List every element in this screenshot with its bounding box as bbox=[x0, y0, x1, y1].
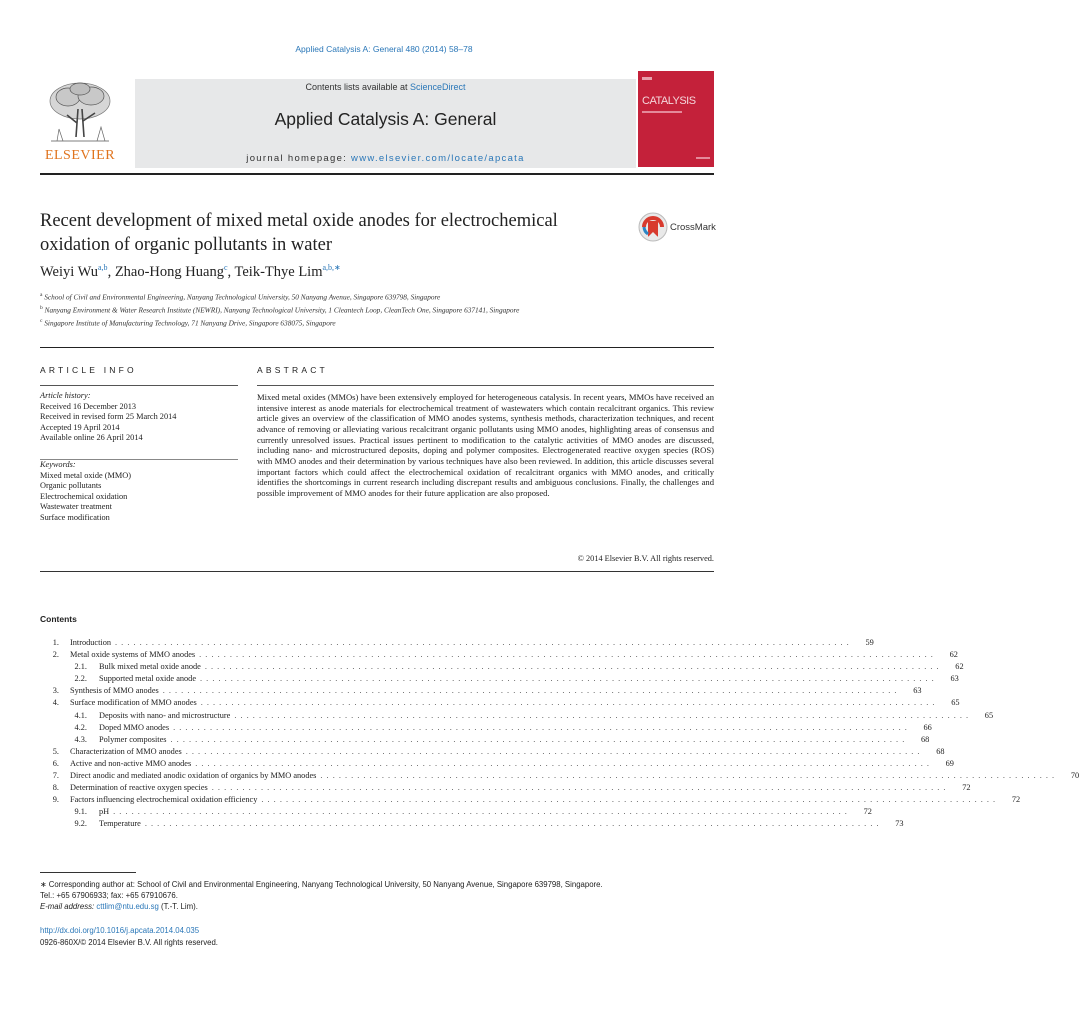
toc-entry[interactable] bbox=[40, 806, 872, 818]
toc-entry[interactable] bbox=[40, 746, 945, 758]
toc-leader-dots: . . . . . . . . . . . . . . . . . . . . . . . . . . . . . . . . . . . . . . . . . . . . . . . . . . . . . . . . . . . . . . . . . . . . . . . . . . . . . . . . . . . . . . . . . . . . . . . . . . . . . . . . . . . . . . . . . . . . . . . . bbox=[115, 638, 850, 647]
toc-title[interactable]: Doped MMO anodes bbox=[87, 722, 169, 734]
crossmark-icon bbox=[638, 212, 668, 242]
email-label: E-mail address: bbox=[40, 901, 95, 911]
contact-email-line bbox=[40, 902, 714, 913]
toc-number: 7. bbox=[52, 771, 59, 781]
toc-page-number[interactable]: 62 bbox=[955, 662, 964, 672]
table-of-contents bbox=[40, 637, 1079, 831]
affiliation-mark: c bbox=[40, 317, 43, 324]
author-name[interactable]: Weiyi Wu bbox=[40, 263, 98, 280]
affiliation-text: Singapore Institute of Manufacturing Technology, 71 Nanyang Drive, Singapore 638075, Singapore bbox=[44, 318, 336, 328]
toc-number: 5. bbox=[52, 746, 59, 756]
toc-title[interactable]: Determination of reactive oxygen species bbox=[59, 782, 208, 794]
toc-entry[interactable] bbox=[40, 782, 971, 794]
toc-number: 6. bbox=[52, 758, 59, 768]
cover-title: CATALYSIS bbox=[642, 95, 696, 107]
contact-phone: Tel.: +65 67906933; fax: +65 67910676. bbox=[40, 890, 178, 900]
toc-number: 4.1. bbox=[74, 710, 87, 720]
toc-title[interactable]: Polymer composites bbox=[87, 734, 167, 746]
keyword-item: Organic pollutants bbox=[40, 481, 102, 491]
header-divider bbox=[40, 173, 714, 175]
history-label: Article history: bbox=[40, 391, 91, 400]
toc-entry[interactable] bbox=[40, 770, 1079, 782]
affiliations bbox=[40, 290, 660, 328]
toc-title[interactable]: Introduction bbox=[59, 637, 111, 649]
cover-rule bbox=[642, 111, 682, 113]
toc-number: 9. bbox=[52, 795, 59, 805]
crossmark-label: CrossMark bbox=[670, 222, 716, 233]
article-title: Recent development of mixed metal oxide anodes for electrochemical oxidation of organic pollutants in water bbox=[40, 211, 558, 255]
toc-page-number[interactable]: 63 bbox=[950, 674, 959, 684]
toc-page-number[interactable]: 72 bbox=[962, 783, 971, 793]
keywords bbox=[40, 460, 238, 524]
toc-leader-dots: . . . . . . . . . . . . . . . . . . . . . . . . . . . . . . . . . . . . . . . . . . . . . . . . . . . . . . . . . . . . . . . . . . . . . . . . . . . . . . . . . . . . . . . . . . . . . . . . . . . . . . . . . . . . . . . . . . . . . . . . bbox=[170, 734, 906, 744]
keyword-item: Wastewater treatment bbox=[40, 502, 112, 512]
abstract-body: Mixed metal oxides (MMOs) have been extensively employed for heterogeneous catalysis. In recent years, MMOs have received an intensive interest as anode materials for electrochemical treatment of wastewaters which contain recalcitrant organics. This review article gives an overview of the classification of MMO anodes systems, synthesis methods, characterization techniques, and recent advance of removing or alleviating various recalcitrant organic pollutants using MMO anodes, highlighting areas of consensus and currently unresolved issues. Practical issues pertinent to modification to the catalytic activities of MMO anodes are discussed, including nano- and microstructured deposits, doping and polymer composites. Electrogenerated reactive oxygen species (ROS) with MMO anodes and their determination by various techniques have also been reviewed. In addition, this article discusses several important factors which could affect the electrochemical oxidation of recalcitrant organics with MMO anodes, and critically identifies the shortcomings in current research including discrepant results and ambiguous conclusions. Finally, the challenges and possible improvement of MMO anodes for their future application are also proposed. bbox=[257, 392, 714, 498]
keyword-item: Mixed metal oxide (MMO) bbox=[40, 470, 132, 480]
toc-page-number[interactable]: 70 bbox=[1070, 771, 1079, 781]
article-info-divider bbox=[40, 385, 238, 386]
toc-title[interactable]: Temperature bbox=[87, 818, 141, 830]
toc-entry[interactable] bbox=[40, 697, 960, 709]
toc-title[interactable]: Active and non-active MMO anodes bbox=[59, 758, 191, 770]
history-item: Received in revised form 25 March 2014 bbox=[40, 412, 177, 422]
toc-page-number[interactable]: 62 bbox=[949, 650, 958, 660]
toc-title[interactable]: Supported metal oxide anode bbox=[87, 673, 196, 685]
publisher-name: ELSEVIER bbox=[44, 148, 116, 163]
toc-number: 4.3. bbox=[74, 734, 87, 744]
toc-entry[interactable] bbox=[40, 661, 964, 673]
abstract-heading: ABSTRACT bbox=[257, 365, 328, 375]
email-link[interactable]: cttlim@ntu.edu.sg bbox=[96, 901, 159, 911]
toc-leader-dots: . . . . . . . . . . . . . . . . . . . . . . . . . . . . . . . . . . . . . . . . . . . . . . . . . . . . . . . . . . . . . . . . . . . . . . . . . . . . . . . . . . . . . . . . . . . . . . . . . . . . . . . . . . . . . . . . . . . . . . . . bbox=[320, 771, 1056, 781]
toc-leader-dots: . . . . . . . . . . . . . . . . . . . . . . . . . . . . . . . . . . . . . . . . . . . . . . . . . . . . . . . . . . . . . . . . . . . . . . . . . . . . . . . . . . . . . . . . . . . . . . . . . . . . . . . . . . . . . . . . . . . . . . . . bbox=[173, 722, 908, 732]
toc-title[interactable]: Direct anodic and mediated anodic oxidation of organics by MMO anodes bbox=[59, 770, 316, 782]
toc-entry[interactable] bbox=[40, 794, 1021, 806]
toc-page-number[interactable]: 65 bbox=[951, 698, 960, 708]
footnote-divider bbox=[40, 872, 136, 873]
toc-title[interactable]: Surface modification of MMO anodes bbox=[59, 697, 197, 709]
keyword-item: Surface modification bbox=[40, 512, 110, 522]
toc-number: 2.1. bbox=[74, 662, 87, 672]
toc-page-number[interactable]: 68 bbox=[920, 734, 930, 744]
toc-number: 8. bbox=[52, 783, 59, 793]
homepage-prefix: journal homepage: bbox=[246, 153, 352, 164]
keywords-label: Keywords: bbox=[40, 460, 76, 469]
affiliation-item bbox=[40, 303, 660, 316]
abstract-copyright: © 2014 Elsevier B.V. All rights reserved. bbox=[577, 554, 714, 563]
elsevier-logo[interactable] bbox=[40, 71, 120, 166]
keyword-item: Electrochemical oxidation bbox=[40, 491, 128, 501]
toc-page-number[interactable]: 72 bbox=[863, 807, 872, 817]
homepage-link[interactable]: www.elsevier.com/locate/apcata bbox=[351, 153, 525, 164]
affiliation-mark: a bbox=[40, 292, 43, 298]
affiliation-divider bbox=[40, 347, 714, 348]
toc-number: 2.2. bbox=[74, 674, 87, 684]
affiliation-item bbox=[40, 290, 660, 303]
email-suffix: (T.-T. Lim). bbox=[158, 901, 198, 911]
toc-title[interactable]: Deposits with nano- and microstructure bbox=[87, 710, 230, 722]
author-list: Weiyi Wu$^{a,b}$, Zhao-Hong Huang$^c$, Teik-Thye Lim$^{a,b,∗}$ bbox=[40, 263, 341, 280]
contents-prefix: Contents lists available at bbox=[305, 82, 411, 92]
author-affiliation-mark[interactable]: a,b bbox=[98, 263, 108, 272]
toc-leader-dots: . . . . . . . . . . . . . . . . . . . . . . . . . . . . . . . . . . . . . . . . . . . . . . . . . . . . . . . . . . . . . . . . . . . . . . . . . . . . . . . . . . . . . . . . . . . . . . . . . . . . . . . . . . . . . . . . . . . . . . . . bbox=[200, 698, 936, 708]
toc-leader-dots: . . . . . . . . . . . . . . . . . . . . . . . . . . . . . . . . . . . . . . . . . . . . . . . . . . . . . . . . . . . . . . . . . . . . . . . . . . . . . . . . . . . . . . . . . . . . . . . . . . . . . . . . . . . . . . . . . . . . . . . . bbox=[200, 674, 935, 684]
toc-title[interactable]: Synthesis of MMO anodes bbox=[59, 685, 159, 697]
toc-entry[interactable] bbox=[40, 710, 994, 722]
toc-number: 4.2. bbox=[74, 722, 87, 732]
journal-title: Applied Catalysis A: General bbox=[274, 109, 497, 129]
cover-mark bbox=[642, 77, 652, 80]
toc-entry[interactable] bbox=[40, 818, 904, 830]
toc-title[interactable]: Characterization of MMO anodes bbox=[59, 746, 182, 758]
toc-title[interactable]: Metal oxide systems of MMO anodes bbox=[59, 649, 195, 661]
toc-leader-dots: . . . . . . . . . . . . . . . . . . . . . . . . . . . . . . . . . . . . . . . . . . . . . . . . . . . . . . . . . . . . . . . . . . . . . . . . . . . . . . . . . . . . . . . . . . . . . . . . . . . . . . . . . . . . . . . . . . . . . . . . bbox=[199, 650, 934, 660]
toc-leader-dots: . . . . . . . . . . . . . . . . . . . . . . . . . . . . . . . . . . . . . . . . . . . . . . . . . . . . . . . . . . . . . . . . . . . . . . . . . . . . . . . . . . . . . . . . . . . . . . . . . . . . . . . . . . . . . . . . . . . . . . . . bbox=[261, 795, 997, 805]
toc-leader-dots: . . . . . . . . . . . . . . . . . . . . . . . . . . . . . . . . . . . . . . . . . . . . . . . . . . . . . . . . . . . . . . . . . . . . . . . . . . . . . . . . . . . . . . . . . . . . . . . . . . . . . . . . . . . . . . . . . . . . . . . . bbox=[195, 758, 930, 768]
history-item: Available online 26 April 2014 bbox=[40, 433, 143, 443]
affiliation-item bbox=[40, 316, 660, 329]
cover-logo-mark bbox=[696, 157, 710, 159]
toc-title[interactable]: pH bbox=[87, 806, 109, 818]
toc-leader-dots: . . . . . . . . . . . . . . . . . . . . . . . . . . . . . . . . . . . . . . . . . . . . . . . . . . . . . . . . . . . . . . . . . . . . . . . . . . . . . . . . . . . . . . . . . . . . . . . . . . . . . . . . . . . . . . . . . . . . . . . . bbox=[113, 807, 848, 817]
author-name[interactable]: Zhao-Hong Huang bbox=[114, 263, 224, 280]
affiliation-mark: b bbox=[40, 304, 43, 311]
toc-number: 1. bbox=[52, 638, 59, 647]
toc-leader-dots: . . . . . . . . . . . . . . . . . . . . . . . . . . . . . . . . . . . . . . . . . . . . . . . . . . . . . . . . . . . . . . . . . . . . . . . . . . . . . . . . . . . . . . . . . . . . . . . . . . . . . . . . . . . . . . . . . . . . . . . . bbox=[211, 783, 947, 793]
toc-page-number[interactable]: 65 bbox=[984, 710, 994, 720]
journal-cover-image[interactable] bbox=[638, 71, 714, 167]
crossmark-badge[interactable] bbox=[638, 212, 718, 244]
issn-copyright: 0926-860X/© 2014 Elsevier B.V. All rights reserved. bbox=[40, 938, 218, 947]
affiliation-text: Nanyang Environment & Water Research Institute (NEWRI), Nanyang Technological University, 1 Cleantech Loop, CleanTech One, Singapore 637141, Singapore bbox=[44, 305, 520, 315]
article-info-heading: ARTICLE INFO bbox=[40, 365, 137, 375]
toc-entry[interactable] bbox=[40, 758, 954, 770]
author-affiliation-mark[interactable]: c bbox=[223, 263, 228, 272]
toc-title[interactable]: Bulk mixed metal oxide anode bbox=[87, 661, 201, 673]
toc-entry[interactable] bbox=[40, 685, 922, 697]
toc-number: 3. bbox=[52, 686, 59, 696]
history-item: Received 16 December 2013 bbox=[40, 401, 137, 411]
toc-leader-dots: . . . . . . . . . . . . . . . . . . . . . . . . . . . . . . . . . . . . . . . . . . . . . . . . . . . . . . . . . . . . . . . . . . . . . . . . . . . . . . . . . . . . . . . . . . . . . . . . . . . . . . . . . . . . . . . . . . . . . . . . bbox=[162, 686, 898, 696]
author-affiliation-mark[interactable]: a,b,∗ bbox=[322, 263, 341, 272]
doi-link[interactable]: http://dx.doi.org/10.1016/j.apcata.2014.04.035 bbox=[40, 926, 200, 935]
toc-leader-dots: . . . . . . . . . . . . . . . . . . . . . . . . . . . . . . . . . . . . . . . . . . . . . . . . . . . . . . . . . . . . . . . . . . . . . . . . . . . . . . . . . . . . . . . . . . . . . . . . . . . . . . . . . . . . . . . . . . . . . . . . bbox=[234, 710, 970, 720]
journal-reference-link[interactable]: Applied Catalysis A: General 480 (2014) 58–78 bbox=[295, 44, 473, 54]
footnote bbox=[40, 880, 714, 912]
journal-header-box bbox=[135, 79, 636, 168]
toc-entry[interactable] bbox=[40, 722, 932, 734]
toc-leader-dots: . . . . . . . . . . . . . . . . . . . . . . . . . . . . . . . . . . . . . . . . . . . . . . . . . . . . . . . . . . . . . . . . . . . . . . . . . . . . . . . . . . . . . . . . . . . . . . . . . . . . . . . . . . . . . . . . . . . . . . . . bbox=[144, 819, 880, 829]
toc-page-number[interactable]: 69 bbox=[945, 758, 954, 768]
toc-entry[interactable] bbox=[40, 734, 930, 746]
toc-leader-dots: . . . . . . . . . . . . . . . . . . . . . . . . . . . . . . . . . . . . . . . . . . . . . . . . . . . . . . . . . . . . . . . . . . . . . . . . . . . . . . . . . . . . . . . . . . . . . . . . . . . . . . . . . . . . . . . . . . . . . . . . bbox=[204, 662, 940, 672]
toc-number: 4. bbox=[52, 698, 59, 708]
toc-number: 9.1. bbox=[74, 807, 87, 817]
toc-page-number[interactable]: 68 bbox=[936, 746, 945, 756]
affiliation-text: School of Civil and Environmental Engineering, Nanyang Technological University, 50 Nanyang Avenue, Singapore 639798, Singapore bbox=[44, 292, 441, 302]
journal-homepage-line bbox=[135, 153, 636, 164]
author-name[interactable]: Teik-Thye Lim bbox=[234, 263, 323, 280]
toc-page-number[interactable]: 63 bbox=[913, 686, 922, 696]
sciencedirect-link[interactable]: ScienceDirect bbox=[410, 82, 466, 92]
abstract-divider bbox=[257, 385, 714, 386]
toc-leader-dots: . . . . . . . . . . . . . . . . . . . . . . . . . . . . . . . . . . . . . . . . . . . . . . . . . . . . . . . . . . . . . . . . . . . . . . . . . . . . . . . . . . . . . . . . . . . . . . . . . . . . . . . . . . . . . . . . . . . . . . . . bbox=[185, 746, 921, 756]
contents-heading: Contents bbox=[40, 614, 77, 624]
toc-number: 9.2. bbox=[74, 819, 87, 829]
toc-entry[interactable] bbox=[40, 673, 959, 685]
masthead bbox=[40, 71, 714, 168]
article-history bbox=[40, 391, 238, 444]
toc-page-number[interactable]: 72 bbox=[1011, 795, 1021, 805]
corresponding-author-note: ∗ Corresponding author at: School of Civil and Environmental Engineering, Nanyang Technological University, 50 Nanyang Avenue, Singapore 639798, Singapore. bbox=[40, 880, 603, 889]
toc-entry[interactable] bbox=[40, 637, 874, 649]
elsevier-tree-icon bbox=[43, 79, 117, 145]
toc-page-number[interactable]: 66 bbox=[923, 722, 932, 732]
contents-available-line bbox=[135, 82, 636, 92]
toc-entry[interactable] bbox=[40, 649, 958, 661]
toc-title[interactable]: Factors influencing electrochemical oxidation efficiency bbox=[59, 794, 257, 806]
abstract-bottom-divider bbox=[40, 571, 714, 572]
toc-number: 2. bbox=[52, 650, 59, 660]
toc-page-number[interactable]: 73 bbox=[895, 819, 904, 829]
history-item: Accepted 19 April 2014 bbox=[40, 422, 120, 432]
toc-page-number[interactable]: 59 bbox=[865, 638, 874, 647]
